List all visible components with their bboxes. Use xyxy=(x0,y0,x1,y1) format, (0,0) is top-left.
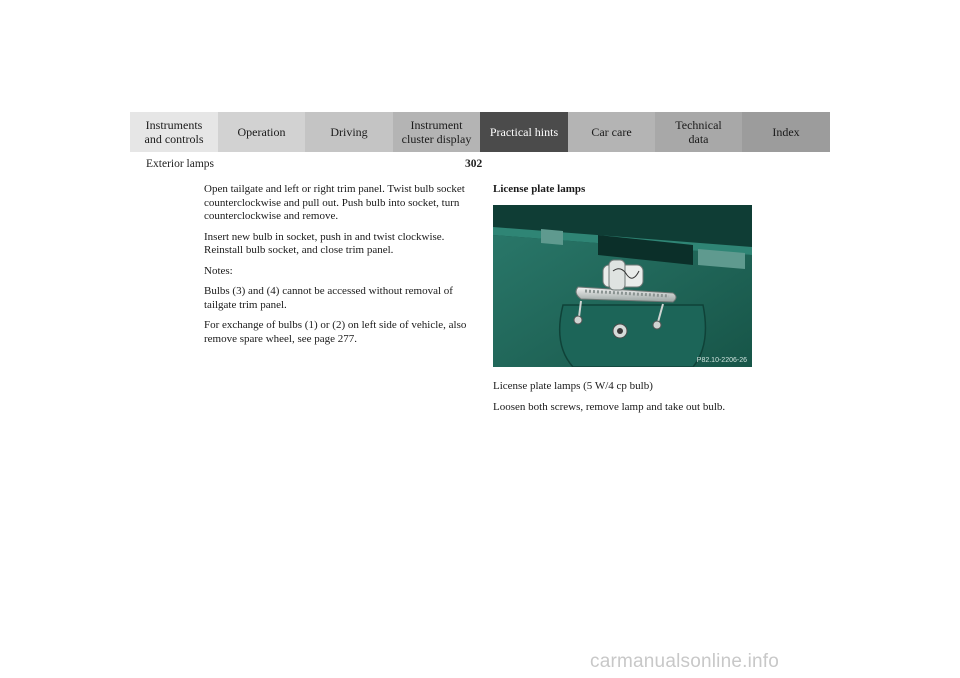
tab-car-care[interactable]: Car care xyxy=(568,112,655,152)
tab-driving[interactable]: Driving xyxy=(305,112,393,152)
section-title: Exterior lamps xyxy=(146,158,215,170)
figure-caption: License plate lamps (5 W/4 cp bulb) xyxy=(493,380,653,392)
paragraph: Insert new bulb in socket, push in and twist clockwise. Reinstall bulb socket, and close trim panel. xyxy=(204,230,445,256)
paragraph: Bulbs (3) and (4) cannot be accessed without removal of tailgate trim panel. xyxy=(204,285,453,311)
left-column xyxy=(204,183,474,353)
watermark: carmanualsonline.info xyxy=(590,651,780,672)
page-number: 302 xyxy=(465,158,483,170)
notes-label: Notes: xyxy=(204,264,233,277)
paragraph: For exchange of bulbs (1) or (2) on left side of vehicle, also remove spare wheel, see page 277. xyxy=(204,319,467,345)
license-plate-lamp-illustration xyxy=(493,205,752,367)
tab-index[interactable]: Index xyxy=(742,112,830,152)
tab-instruments-and-controls[interactable]: Instruments and controls xyxy=(130,112,218,152)
figure-code: P82.10-2206-26 xyxy=(696,357,747,364)
tab-technical-data[interactable]: Technical data xyxy=(655,112,742,152)
license-plate-lamp-drawing xyxy=(493,205,752,367)
tab-practical-hints[interactable]: Practical hints xyxy=(480,112,568,152)
chapter-tabs xyxy=(130,112,830,152)
paragraph: Open tailgate and left or right trim panel. Twist bulb socket counterclockwise and pull out. Push bulb into socket, turn counterclockwise and remove. xyxy=(204,183,465,222)
figure-caption-block xyxy=(493,380,773,421)
instruction-text: Loosen both screws, remove lamp and take out bulb. xyxy=(493,400,726,413)
tab-operation[interactable]: Operation xyxy=(218,112,305,152)
license-plate-heading: License plate lamps xyxy=(493,183,586,195)
tab-instrument-cluster-display[interactable]: Instrument cluster display xyxy=(393,112,480,152)
right-column xyxy=(493,183,763,197)
